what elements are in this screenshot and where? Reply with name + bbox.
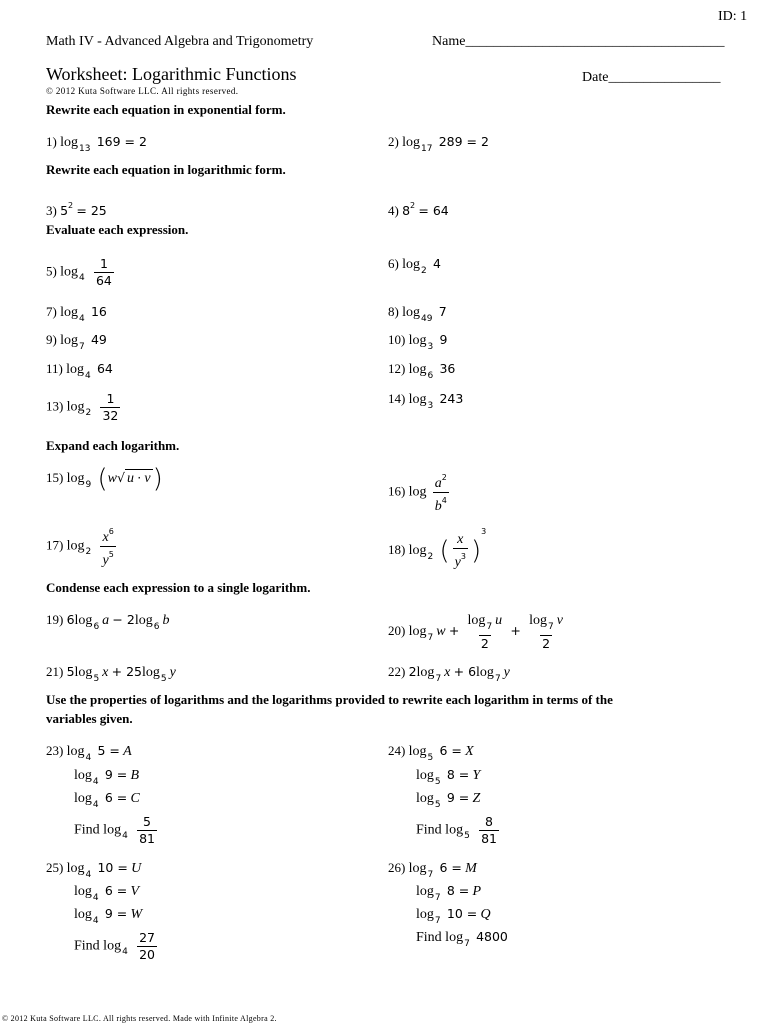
date-blank[interactable]: ________________ xyxy=(608,70,721,85)
problem-23-find: Find $\log_4$ $\frac{5}{81}$ xyxy=(74,814,155,846)
copyright: © 2012 Kuta Software LLC. All rights reserved. xyxy=(46,86,239,96)
problem-2: 2) $\log_{17} 289 = 2$ xyxy=(388,134,489,154)
problem-6: 6) $\log_2 4$ xyxy=(388,256,441,276)
section-heading-properties-cont: variables given. xyxy=(46,711,133,726)
problem-20: 20) $\log_7 w$ + $\frac{\log_7 u}{2}$ + $\frac{\log_7 v}{2}$ xyxy=(388,613,563,651)
problem-16: 16) log $\frac{a^2}{b^4}$ xyxy=(388,473,447,514)
section-heading-properties: Use the properties of logarithms and the logarithms provided to rewrite each logarithm in terms of the xyxy=(46,692,613,707)
problem-26: 26) $\log_7 6 = M$ xyxy=(388,860,477,880)
problem-24-find: Find $\log_5$ $\frac{8}{81}$ xyxy=(416,814,497,846)
problem-22: 22) $2\log_7$ $x + 6\log_7$ y xyxy=(388,664,510,684)
problem-10: 10) $\log_3 9$ xyxy=(388,332,448,352)
problem-24-given-3: $\log_5 9 = Z$ xyxy=(416,790,481,810)
section-heading-logarithmic: Rewrite each equation in logarithmic form. xyxy=(46,162,286,177)
date-field[interactable] xyxy=(582,70,720,86)
problem-23: 23) $\log_4 5 = A$ xyxy=(46,743,132,763)
problem-3: 3) $5^2 = 25$ xyxy=(46,201,107,218)
name-blank[interactable]: _____________________________________ xyxy=(465,34,725,49)
problem-8: 8) $\log_{49} 7$ xyxy=(388,304,447,324)
problem-12: 12) $\log_6 36$ xyxy=(388,361,456,381)
worksheet-id: ID: 1 xyxy=(718,9,748,24)
problem-25: 25) $\log_4 10 = U$ xyxy=(46,860,142,880)
problem-13: 13) $\log_2$ $\frac{1}{32}$ xyxy=(46,391,119,423)
problem-24: 24) $\log_5 6 = X$ xyxy=(388,743,474,763)
problem-25-given-2: $\log_4 6 = V$ xyxy=(74,883,140,903)
name-field[interactable] xyxy=(432,34,724,50)
date-label: Date xyxy=(582,70,609,85)
page-title: Worksheet: Logarithmic Functions xyxy=(46,64,297,84)
problem-9: 9) $\log_7 49$ xyxy=(46,332,107,352)
problem-23-given-3: $\log_4 6 = C$ xyxy=(74,790,140,810)
name-label: Name xyxy=(432,34,466,49)
problem-19: 19) $6\log_6$ $a - 2\log_6$ b xyxy=(46,612,170,632)
problem-26-find: Find $\log_7 4800$ xyxy=(416,929,508,949)
problem-18: 18) $\log_2$ ( $\frac{x}{y^3}$ )$^3$ xyxy=(388,527,487,571)
problem-15: 15) $\log_9 (w√$ u · v) xyxy=(46,464,163,495)
problem-26-given-2: $\log_7 8 = P$ xyxy=(416,883,482,903)
course-title: Math IV - Advanced Algebra and Trigonometry xyxy=(46,34,314,49)
problem-23-given-2: $\log_4 9 = B$ xyxy=(74,767,140,787)
problem-17: 17) $\log_2$ $\frac{x^6}{y^5}$ xyxy=(46,527,114,568)
section-heading-condense: Condense each expression to a single logarithm. xyxy=(46,580,311,595)
problem-25-given-3: $\log_4 9 = W$ xyxy=(74,906,143,926)
section-heading-expand: Expand each logarithm. xyxy=(46,438,180,453)
problem-24-given-2: $\log_5 8 = Y$ xyxy=(416,767,481,787)
problem-25-find: Find $\log_4$ $\frac{27}{20}$ xyxy=(74,930,155,962)
problem-4: 4) $8^2 = 64$ xyxy=(388,201,449,218)
footer-copyright: © 2012 Kuta Software LLC. All rights reserved. Made with Infinite Algebra 2. xyxy=(2,1014,277,1023)
problem-14: 14) $\log_3 243$ xyxy=(388,391,464,411)
problem-7: 7) $\log_4 16$ xyxy=(46,304,107,324)
section-heading-exponential: Rewrite each equation in exponential form. xyxy=(46,102,286,117)
problem-1: 1) $\log_{13} 169 = 2$ xyxy=(46,134,147,154)
problem-5: 5) $\log_4$ $\frac{1}{64}$ xyxy=(46,256,112,288)
section-heading-evaluate: Evaluate each expression. xyxy=(46,222,189,237)
problem-26-given-3: $\log_7 10 = Q$ xyxy=(416,906,491,926)
problem-21: 21) $5\log_5$ $x + 25\log_5$ y xyxy=(46,664,176,684)
problem-11: 11) $\log_4 64$ xyxy=(46,361,113,381)
